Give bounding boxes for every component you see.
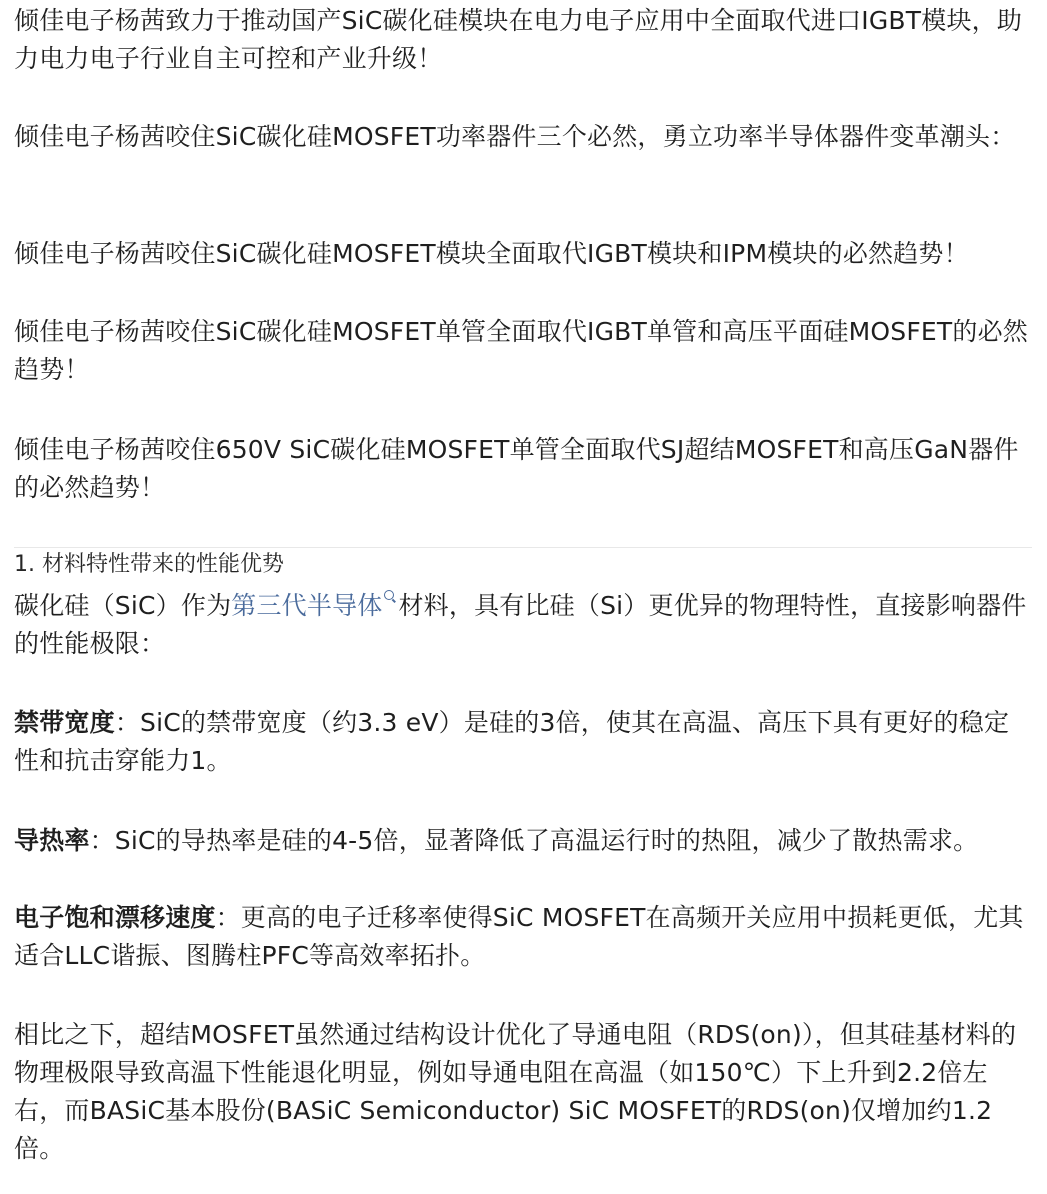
paragraph-mission: 倾佳电子杨茜致力于推动国产SiC碳化硅模块在电力电子应用中全面取代进口IGBT模块，助力电力电子行业自主可控和产业升级！ xyxy=(14,6,1023,73)
section-heading: 1. 材料特性带来的性能优势 xyxy=(14,552,284,577)
paragraph-discrete-trend: 倾佳电子杨茜咬住SiC碳化硅MOSFET单管全面取代IGBT单管和高压平面硅MOSFET的必然趋势！ xyxy=(14,317,1028,384)
term-thermal-conductivity: 导热率 xyxy=(14,826,90,855)
intro-text-before: 碳化硅（SiC）作为 xyxy=(14,591,232,620)
paragraph-bandgap xyxy=(14,704,1034,780)
paragraph-saturation-velocity xyxy=(14,899,1034,975)
paragraph-three-inevitables: 倾佳电子杨茜咬住SiC碳化硅MOSFET功率器件三个必然，勇立功率半导体器件变革潮头： xyxy=(14,122,1016,151)
paragraph-650v-trend: 倾佳电子杨茜咬住650V SiC碳化硅MOSFET单管全面取代SJ超结MOSFET和高压GaN器件的必然趋势！ xyxy=(14,435,1019,502)
paragraph-comparison: 相比之下，超结MOSFET虽然通过结构设计优化了导通电阻（RDS(on)），但其硅基材料的物理极限导致高温下性能退化明显，例如导通电阻在高温（如150℃）下上升到2.2倍左右，而BASiC基本股份(BASiC Semiconductor) SiC MOSFET的RDS(on)仅增加约1.2倍。 xyxy=(14,1020,1017,1163)
text-thermal-conductivity: ：SiC的导热率是硅的4-5倍，显著降低了高温运行时的热阻，减少了散热需求。 xyxy=(89,826,979,855)
paragraph-intro xyxy=(14,587,1034,663)
search-icon[interactable] xyxy=(384,590,394,600)
paragraph-module-trend: 倾佳电子杨茜咬住SiC碳化硅MOSFET模块全面取代IGBT模块和IPM模块的必然趋势！ xyxy=(14,239,969,268)
text-saturation-velocity: ：更高的电子迁移率使得SiC MOSFET在高频开关应用中损耗更低，尤其适合LLC谐振、图腾柱PFC等高效率拓扑。 xyxy=(14,903,1024,970)
text-bandgap: ：SiC的禁带宽度（约3.3 eV）是硅的3倍，使其在高温、高压下具有更好的稳定性和抗击穿能力1。 xyxy=(14,708,1010,775)
term-bandgap: 禁带宽度 xyxy=(14,708,115,737)
intro-text-after: 材料，具有比硅（Si）更优异的物理特性，直接影响器件的性能极限： xyxy=(14,591,1027,658)
term-saturation-velocity: 电子饱和漂移速度 xyxy=(14,903,216,932)
third-gen-semiconductor-link[interactable]: 第三代半导体 xyxy=(231,591,383,620)
paragraph-thermal-conductivity xyxy=(14,822,978,860)
